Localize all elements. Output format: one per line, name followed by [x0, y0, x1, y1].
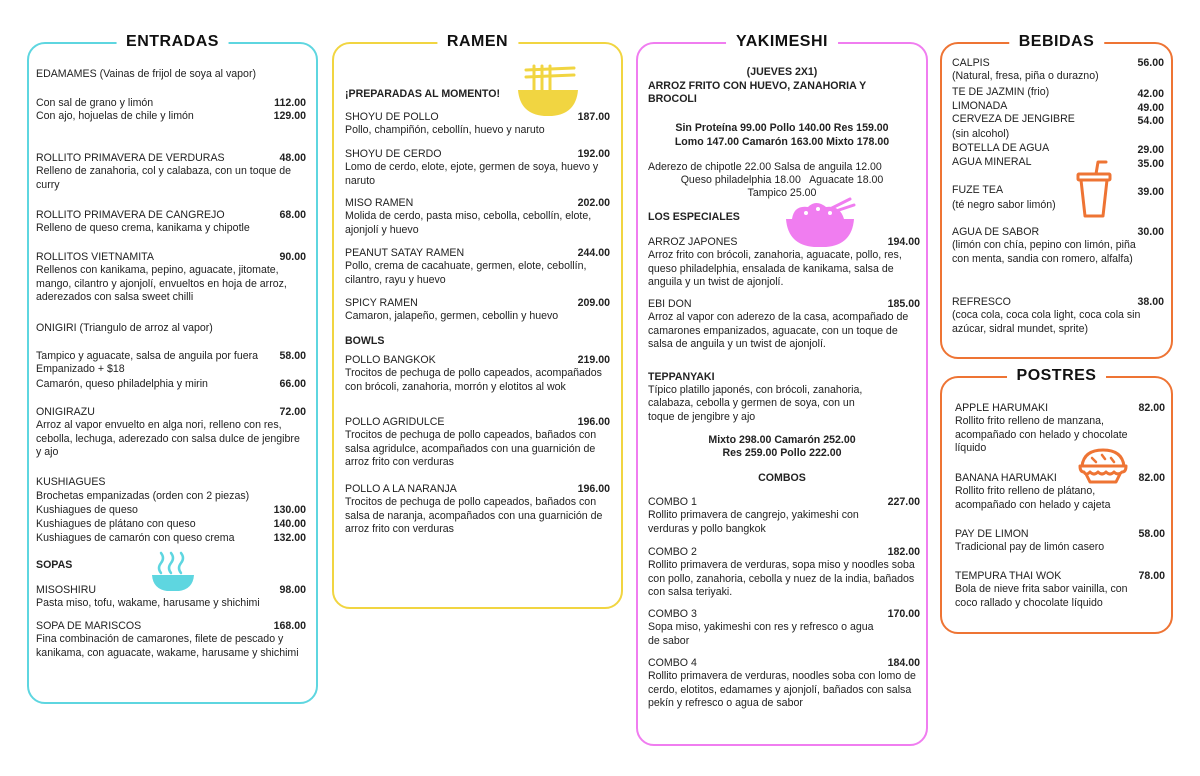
edamames-heading: EDAMAMES (Vainas de frijol de soya al vapor) — [36, 68, 257, 80]
entradas-panel — [27, 33, 318, 704]
menu-item: TE DE JAZMIN (frio) 42.00 — [952, 86, 1164, 100]
aderezos-line-2: Queso philadelphia 18.00 Aguacate 18.00 — [680, 174, 884, 186]
menu-item: MISOSHIRU 98.00 Pasta miso, tofu, wakame, harusame y shichimi — [36, 584, 306, 610]
postres-panel — [940, 367, 1173, 634]
menu-item: ROLLITO PRIMAVERA DE VERDURAS 48.00 Relleno de zanahoria, col y calabaza, con un toque de curry — [36, 152, 306, 191]
menu-item: ROLLITO PRIMAVERA DE CANGREJO 68.00 Relleno de queso crema, kanikama y chipotle — [36, 209, 306, 235]
menu-item: EBI DON 185.00 Arroz al vapor con aderezo de la casa, acompañado de camarones empanizados, aguacate, con un toque de salsa de anguila y un twist de ajonjolí. — [648, 298, 920, 351]
postres-title: POSTRES — [1007, 366, 1107, 386]
menu-item: SHOYU DE POLLO 187.00 Pollo, champiñón, cebollín, huevo y naruto — [345, 111, 610, 137]
preparadas-heading: ¡PREPARADAS AL MOMENTO! — [345, 88, 500, 100]
menu-item: Con ajo, hojuelas de chile y limón 129.00 — [36, 110, 306, 122]
menu-item: SHOYU DE CERDO 192.00 Lomo de cerdo, elote, ejote, germen de soya, huevo y naruto — [345, 148, 610, 187]
entradas-title: ENTRADAS — [116, 32, 229, 52]
menu-item: COMBO 2 182.00 Rollito primavera de verduras, sopa miso y noodles soba con pollo, zanahoria, cebolla y nuez de la india, bañados con salsa teriyaki. — [648, 546, 920, 599]
menu-item: REFRESCO 38.00 (coca cola, coca cola light, coca cola sin azúcar, sidral mundet, sprite) — [952, 296, 1164, 335]
teppanyaki-prices-2: Res 259.00 Pollo 222.00 — [722, 447, 842, 459]
menu-item: POLLO BANGKOK 219.00 Trocitos de pechuga de pollo capeados, acompañados con brócoli, zanahoria, morrón y elotitos al wok — [345, 354, 610, 393]
ramen-panel — [332, 33, 623, 609]
bebidas-title: BEBIDAS — [1009, 32, 1105, 52]
menu-item: LIMONADA 49.00 — [952, 100, 1164, 114]
menu-item: Camarón, queso philadelphia y mirin 66.00 — [36, 378, 306, 390]
bebidas-panel — [940, 33, 1173, 359]
menu-item: Kushiagues de plátano con queso 140.00 — [36, 518, 306, 530]
prices-line-2: Lomo 147.00 Camarón 163.00 Mixto 178.00 — [674, 136, 890, 148]
menu-item: CERVEZA DE JENGIBRE 54.00 (sin alcohol) — [952, 113, 1164, 141]
jueves-promo: (JUEVES 2X1) — [746, 66, 818, 78]
menu-item: POLLO AGRIDULCE 196.00 Trocitos de pechuga de pollo capeados, bañados con salsa agridulce, acompañados con una guarnición de arroz frito con verduras — [345, 416, 610, 469]
menu-item: Tampico y aguacate, salsa de anguila por fuera 58.00 Empanizado + $18 — [36, 350, 306, 376]
menu-item: MISO RAMEN 202.00 Molida de cerdo, pasta miso, cebolla, cebollín, elote, ajonjolí y huevo — [345, 197, 610, 236]
menu-item: FUZE TEA 39.00 (té negro sabor limón) — [952, 184, 1164, 212]
menu-item: COMBO 4 184.00 Rollito primavera de verduras, noodles soba con lomo de cerdo, elotitos, edamames y ajonjolí, bañados con salsa pekín y refresco o agua de sabor — [648, 657, 920, 710]
combos-heading: COMBOS — [758, 472, 806, 484]
aderezos-line-1: Aderezo de chipotle 22.00 Salsa de anguila 12.00 — [648, 161, 882, 173]
prices-line-1: Sin Proteína 99.00 Pollo 140.00 Res 159.00 — [675, 122, 889, 134]
arroz-frito-heading: ARROZ FRITO CON HUEVO, ZANAHORIA Y BROCOLI — [648, 80, 866, 106]
kushiagues-desc: Brochetas empanizadas (orden con 2 piezas) — [36, 490, 250, 502]
yakimeshi-title: YAKIMESHI — [726, 32, 838, 52]
menu-item: AGUA MINERAL 35.00 — [952, 156, 1164, 170]
menu-item: COMBO 1 227.00 Rollito primavera de cangrejo, yakimeshi con verduras y pollo bangkok — [648, 496, 920, 535]
bowls-heading: BOWLS — [345, 335, 385, 347]
yakimeshi-panel — [636, 33, 928, 746]
menu-item: TEMPURA THAI WOK 78.00 Bola de nieve frita sabor vainilla, con coco rallado y chocolate líquido — [955, 570, 1165, 609]
menu-item: BOTELLA DE AGUA 29.00 — [952, 142, 1164, 156]
menu-item: ARROZ JAPONES 194.00 Arroz frito con brócoli, zanahoria, aguacate, pollo, res, queso philadelphia, ensalada de kanikama, salsa de anguila y un twist de ajonjolí. — [648, 236, 920, 289]
menu-item: POLLO A LA NARANJA 196.00 Trocitos de pechuga de pollo capeados, bañados con salsa de naranja, acompañados con una guarnición de arroz frito con verduras — [345, 483, 610, 536]
teppanyaki-prices-1: Mixto 298.00 Camarón 252.00 — [708, 434, 856, 446]
onigiri-heading: ONIGIRI (Triangulo de arroz al vapor) — [36, 322, 213, 334]
kushiagues-heading: KUSHIAGUES — [36, 476, 106, 488]
menu-item: PEANUT SATAY RAMEN 244.00 Pollo, crema de cacahuate, germen, elote, cebollín, cilantro, rayu y huevo — [345, 247, 610, 286]
menu-item: Kushiagues de camarón con queso crema 132.00 — [36, 532, 306, 544]
menu-item: ROLLITOS VIETNAMITA 90.00 Rellenos con kanikama, pepino, aguacate, jitomate, mango, cilantro y ajonjolí, envueltos en hoja de arroz, aderezados con salsa sweet chilli — [36, 251, 306, 304]
sopas-heading: SOPAS — [36, 559, 73, 571]
menu-item: SOPA DE MARISCOS 168.00 Fina combinación de camarones, filete de pescado y kanikama, con aguacate, wakame, harusame y shichimi — [36, 620, 306, 659]
menu-item: AGUA DE SABOR 30.00 (limón con chía, pepino con limón, piña con menta, sandia con romero, alfalfa) — [952, 226, 1164, 265]
ramen-title: RAMEN — [437, 32, 518, 52]
menu-item: BANANA HARUMAKI 82.00 Rollito frito relleno de plátano, acompañado con helado y cajeta — [955, 472, 1165, 511]
menu-item: Con sal de grano y limón 112.00 — [36, 97, 306, 109]
menu-item: COMBO 3 170.00 Sopa miso, yakimeshi con res y refresco o agua de sabor — [648, 608, 920, 647]
teppanyaki-heading: TEPPANYAKI — [648, 371, 715, 383]
aderezos-line-3: Tampico 25.00 — [747, 187, 817, 199]
menu-item: ONIGIRAZU 72.00 Arroz al vapor envuelto en alga nori, relleno con res, cebolla, lechuga, aderezado con salsa dulce de jengibre y ajo — [36, 406, 306, 459]
teppanyaki-desc: Típico platillo japonés, con brócoli, zanahoria, calabaza, cebolla y germen de soya, con un toque de jengibre y ajo — [648, 384, 863, 423]
menu-item: Kushiagues de queso 130.00 — [36, 504, 306, 516]
especiales-heading: LOS ESPECIALES — [648, 211, 740, 223]
menu-item: APPLE HARUMAKI 82.00 Rollito frito relleno de manzana, acompañado con helado y chocolate líquido — [955, 402, 1165, 455]
menu-item: CALPIS 56.00 (Natural, fresa, piña o durazno) — [952, 57, 1164, 83]
menu-item: PAY DE LIMON 58.00 Tradicional pay de limón casero — [955, 528, 1165, 554]
menu-item: SPICY RAMEN 209.00 Camaron, jalapeño, germen, cebollin y huevo — [345, 297, 610, 323]
